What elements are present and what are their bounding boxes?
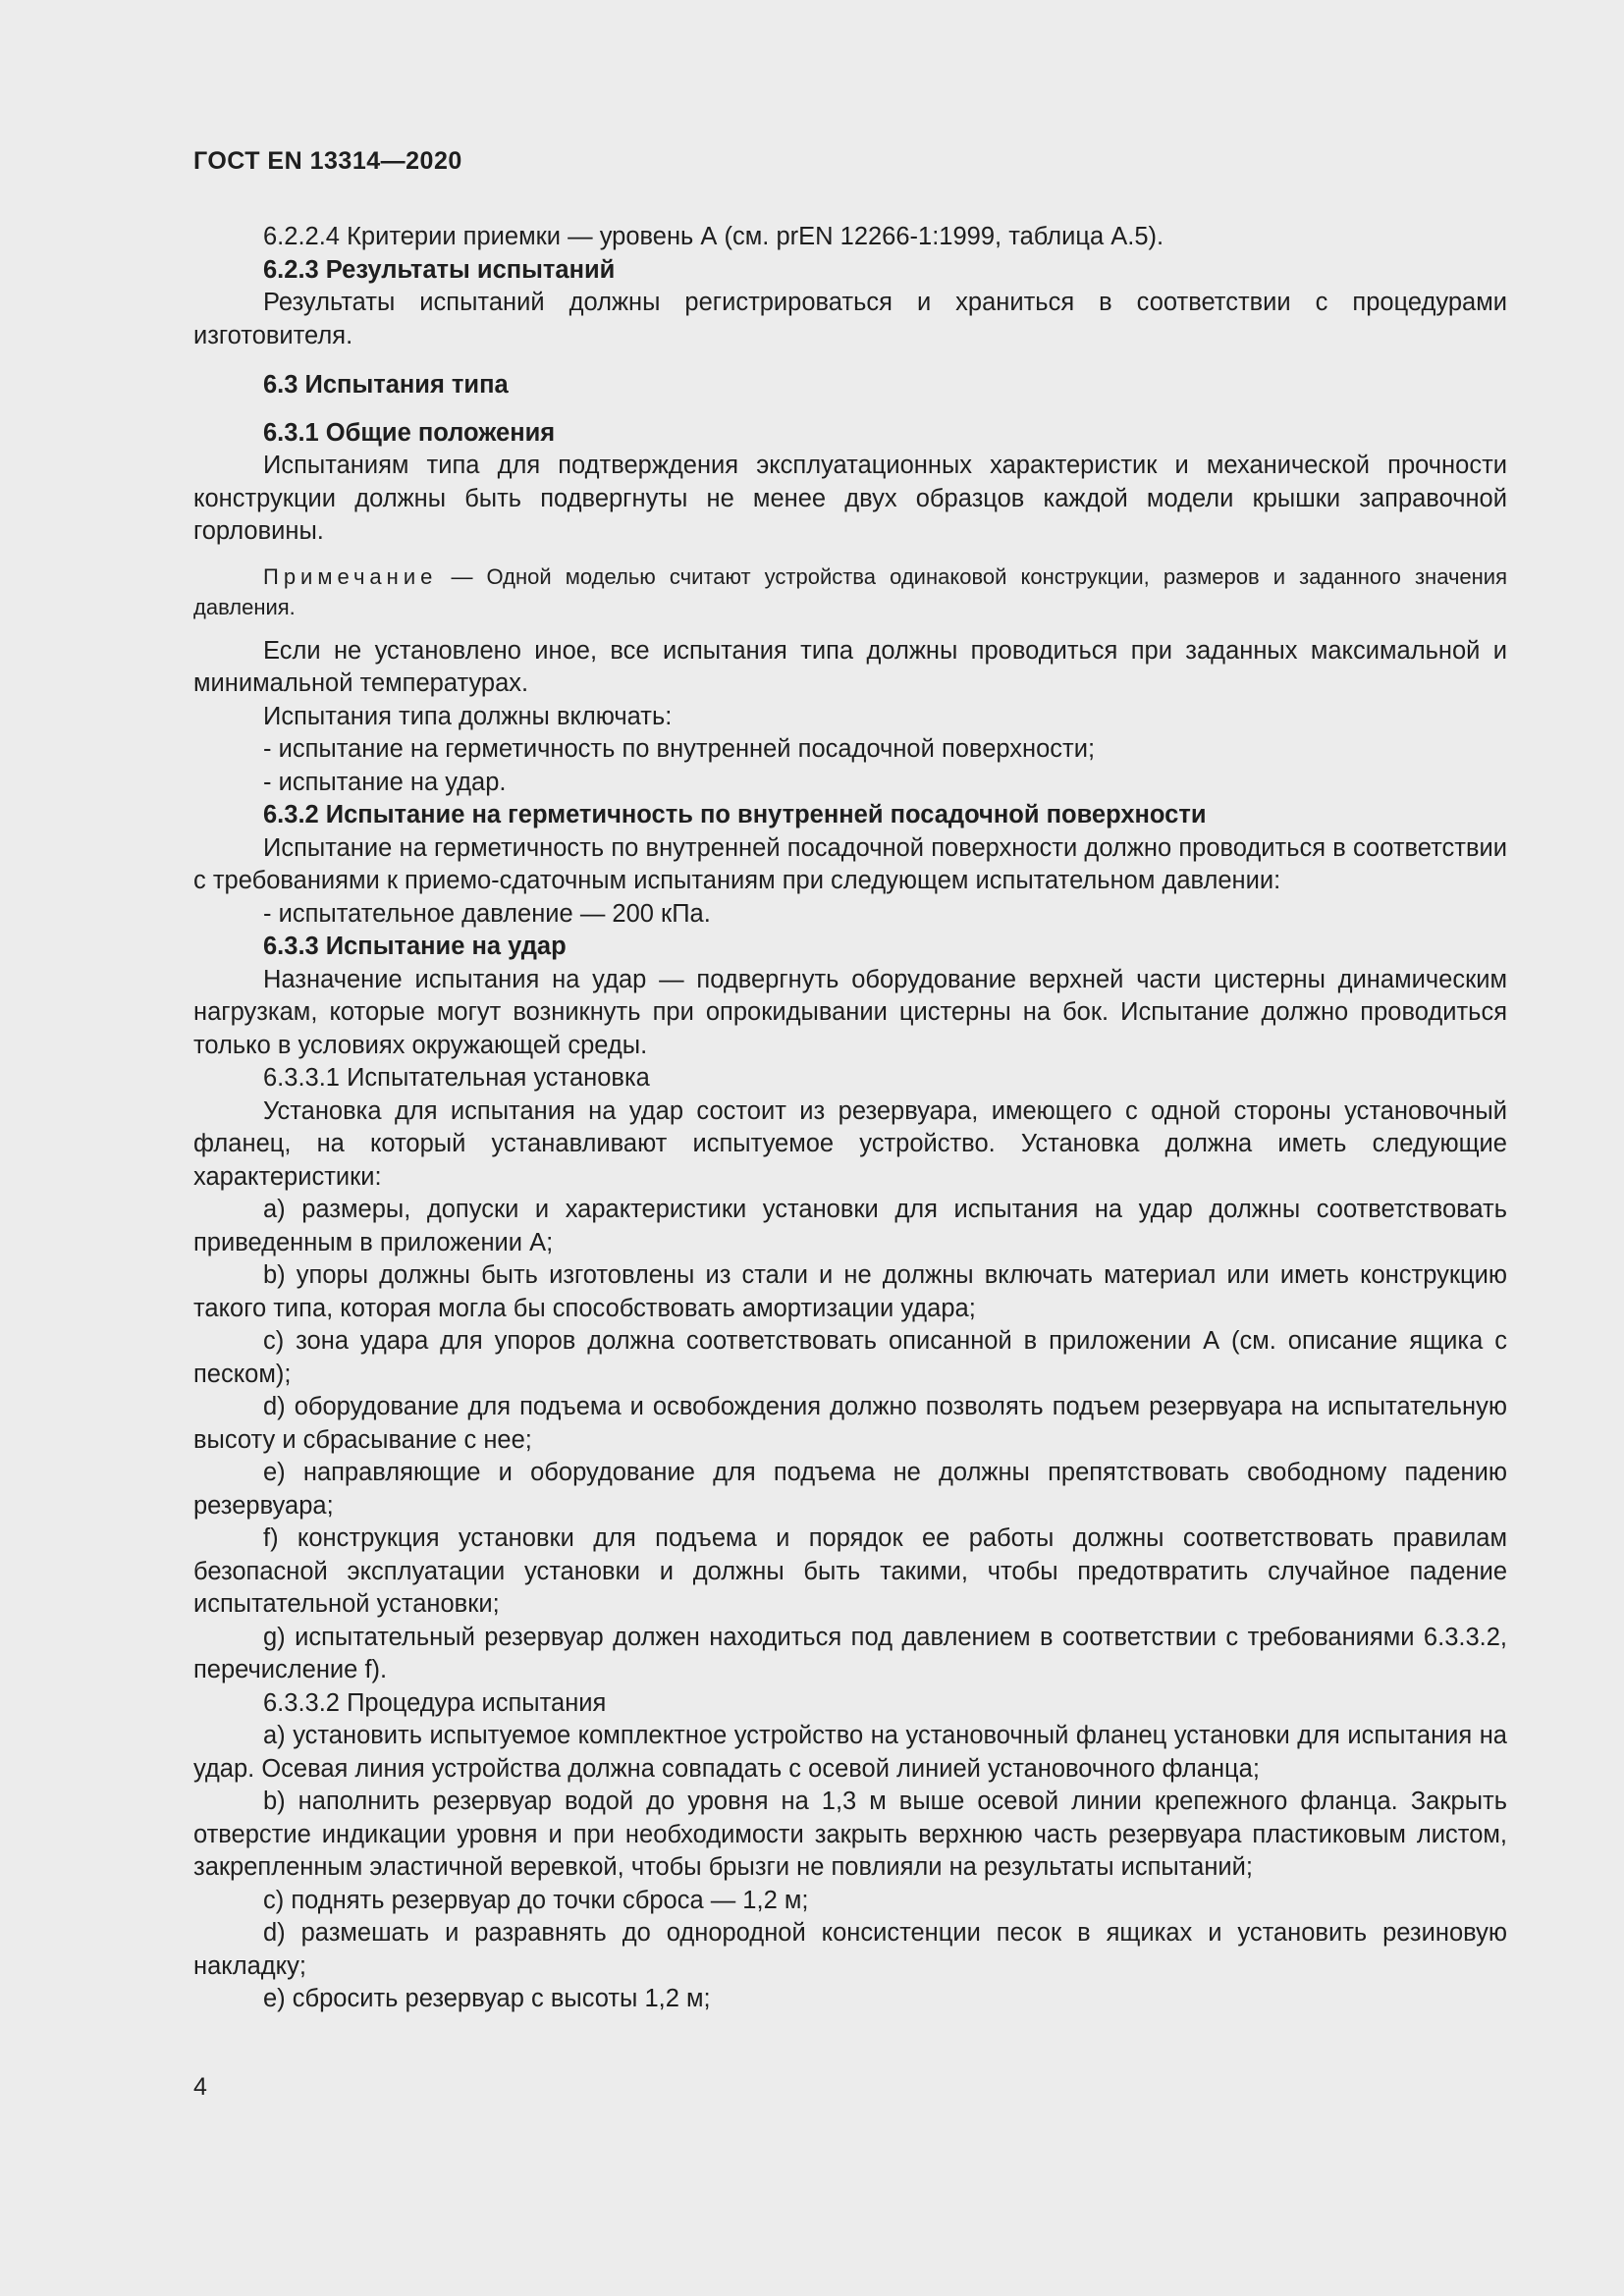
list-item: d) оборудование для подъема и освобождения должно позволять подъем резервуара на испытательную высоту и сбрасывание с нее; [193,1393,1507,1454]
list-item: e) направляющие и оборудование для подъема не должны препятствовать свободному падению резервуара; [193,1459,1507,1520]
list-item: a) установить испытуемое комплектное устройство на установочный фланец установки для испытания на удар. Осевая линия устройства должна совпадать с осевой линией установочного фланца; [193,1722,1507,1783]
list-item: f) конструкция установки для подъема и порядок ее работы должны соответствовать правилам безопасной эксплуатации установки и должны быть такими, чтобы предотвратить случайное падение испытательной установки; [193,1524,1507,1618]
document-header: ГОСТ EN 13314—2020 [193,147,462,175]
paragraph: Испытания типа должны включать: [263,702,673,730]
heading-6-2-3: 6.2.3 Результаты испытаний [263,255,616,284]
note-text: — Одной моделью считают устройства одинаковой конструкции, размеров и заданного значения давления. [193,563,1507,619]
list-item: e) сбросить резервуар с высоты 1,2 м; [263,1985,711,2012]
paragraph: Если не установлено иное, все испытания типа должны проводиться при заданных максимальной и минимальной температурах. [193,636,1507,697]
heading-6-3-3-1: 6.3.3.1 Испытательная установка [263,1064,650,1092]
page-number: 4 [193,2073,207,2101]
clause-6-2-2-4: 6.2.2.4 Критерии приемки — уровень А (см. prEN 12266-1:1999, таблица А.5). [263,223,1164,250]
heading-6-3: 6.3 Испытания типа [263,371,509,399]
note-label: Примечание [263,563,438,589]
list-item: a) размеры, допуски и характеристики установки для испытания на удар должны соответствовать приведенным в приложении А; [193,1196,1507,1256]
list-item: b) упоры должны быть изготовлены из стали и не должны включать материал или иметь конструкцию такого типа, которая могла бы способствовать амортизации удара; [193,1261,1507,1322]
list-item: - испытание на герметичность по внутренней посадочной поверхности; [263,735,1096,763]
list-item: - испытание на удар. [263,768,507,796]
paragraph: Испытаниям типа для подтверждения эксплуатационных характеристик и механической прочности конструкции должны быть подвергнуты не менее двух образцов каждой модели крышки заправочной горловины. [193,452,1507,545]
list-item: c) зона удара для упоров должна соответствовать описанной в приложении А (см. описание ящика с песком); [193,1327,1507,1388]
list-item: c) поднять резервуар до точки сброса — 1,2 м; [263,1886,809,1914]
note [193,561,1507,622]
list-item: - испытательное давление — 200 кПа. [263,899,711,928]
list-item: d) размешать и разравнять до однородной консистенции песок в ящиках и установить резиновую накладку; [193,1919,1507,1980]
paragraph: Установка для испытания на удар состоит из резервуара, имеющего с одной стороны установочный фланец, на который устанавливают испытуемое устройство. Установка должна иметь следующие характеристики: [193,1096,1507,1191]
heading-6-3-1: 6.3.1 Общие положения [263,418,556,447]
paragraph: Испытание на герметичность по внутренней посадочной поверхности должно проводиться в соответствии с требованиями к приемо-сдаточным испытаниям при следующем испытательном давлении: [193,833,1507,894]
document-body [193,221,1507,2016]
heading-6-3-2: 6.3.2 Испытание на герметичность по внутренней посадочной поверхности [263,801,1207,828]
heading-6-3-3-2: 6.3.3.2 Процедура испытания [263,1688,607,1717]
paragraph: Результаты испытаний должны регистрироваться и храниться в соответствии с процедурами изготовителя. [193,289,1507,349]
paragraph: Назначение испытания на удар — подвергнуть оборудование верхней части цистерны динамическим нагрузкам, которые могут возникнуть при опрокидывании цистерны на бок. Испытание должно проводиться только в условиях окружающей среды. [193,965,1507,1059]
heading-6-3-3: 6.3.3 Испытание на удар [263,933,567,960]
list-item: g) испытательный резервуар должен находиться под давлением в соответствии с требованиями 6.3.3.2, перечисление f). [193,1623,1507,1683]
list-item: b) наполнить резервуар водой до уровня на 1,3 м выше осевой линии крепежного фланца. Закрыть отверстие индикации уровня и при необходимости закрыть верхнюю часть резервуара пластиковым листом, закрепленным эластичной веревкой, чтобы брызги не повлияли на результаты испытаний; [193,1788,1507,1881]
